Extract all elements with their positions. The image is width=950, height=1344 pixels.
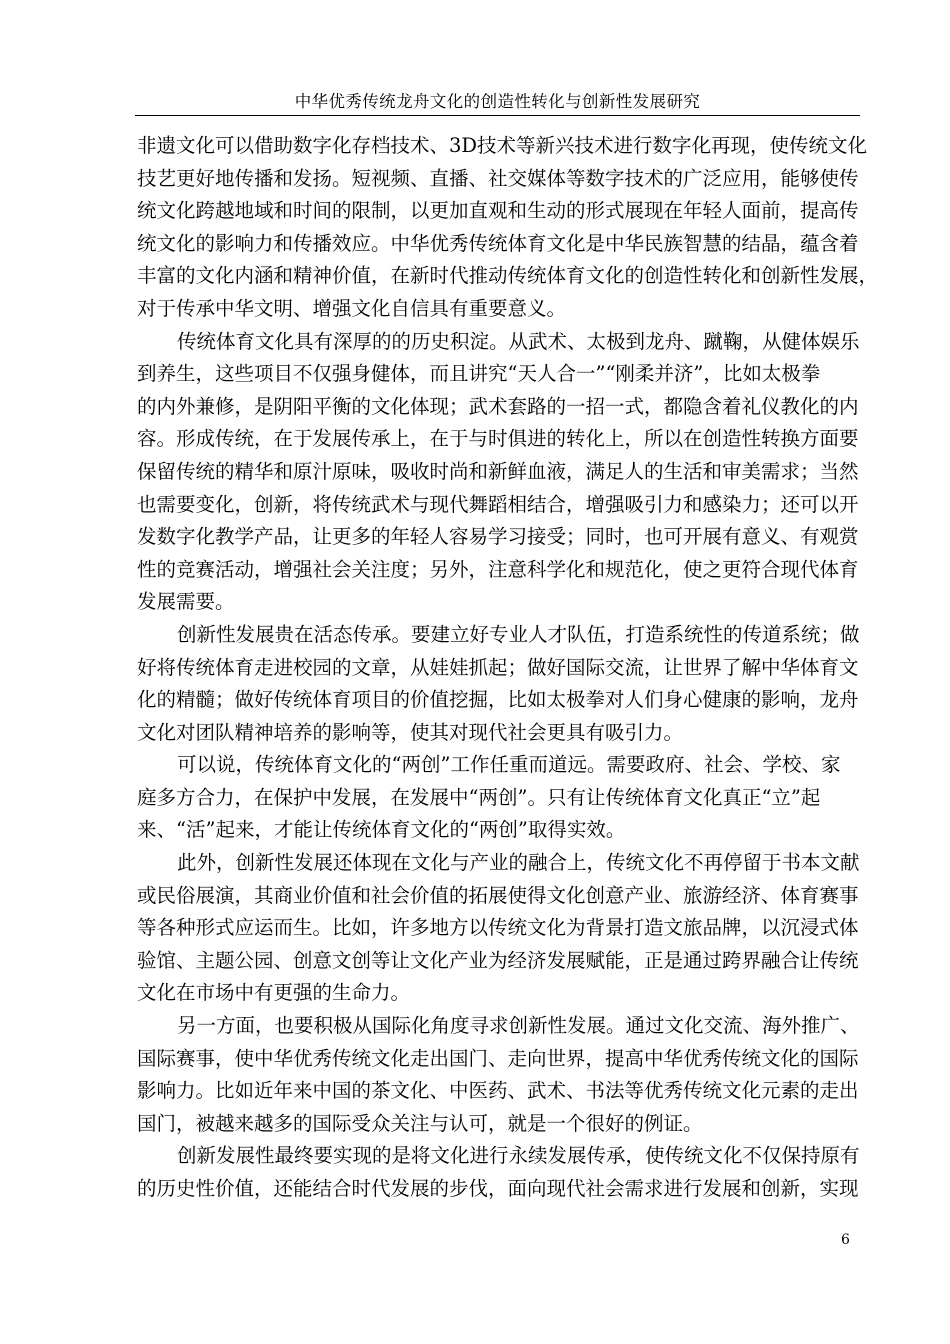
running-header <box>135 88 860 116</box>
body-text <box>137 130 879 1206</box>
text-line: 丰富的文化内涵和精神价值，在新时代推动传统体育文化的创造性转化和创新性发展， <box>137 264 879 288</box>
text-line: 文化对团队精神培养的影响等，使其对现代社会更具有吸引力。 <box>137 720 684 744</box>
paragraph <box>137 749 860 847</box>
text-line: 性的竞赛活动，增强社会关注度；另外，注意科学化和规范化，使之更符合现代体育 <box>137 557 859 581</box>
text-line: 非遗文化可以借助数字化存档技术、3D技术等新兴技术进行数字化再现，使传统文化 <box>137 134 868 157</box>
paragraph <box>137 326 860 619</box>
text-line: 庭多方合力，在保护中发展，在发展中“两创”。只有让传统体育文化真正“立”起 <box>137 785 821 809</box>
paragraph <box>137 1010 860 1140</box>
text-line: 统文化的影响力和传播效应。中华优秀传统体育文化是中华民族智慧的结晶，蕴含着 <box>137 231 859 255</box>
text-line: 国门，被越来越多的国际受众关注与认可，就是一个很好的例证。 <box>137 1111 703 1135</box>
text-line: 统文化跨越地域和时间的限制，以更加直观和生动的形式展现在年轻人面前，提高传 <box>137 199 859 223</box>
text-line: 好将传统体育走进校园的文章，从娃娃抓起；做好国际交流，让世界了解中华体育文 <box>137 655 859 679</box>
text-line: 发展需要。 <box>137 590 235 614</box>
text-line: 来、“活”起来，才能让传统体育文化的“两创”取得实效。 <box>137 818 626 842</box>
text-line: 创新发展性最终要实现的是将文化进行永续发展传承，使传统文化不仅保持原有 <box>177 1144 860 1168</box>
text-line: 也需要变化，创新，将传统武术与现代舞蹈相结合，增强吸引力和感染力；还可以开 <box>137 492 859 516</box>
text-line: 的历史性价值，还能结合时代发展的步伐，面向现代社会需求进行发展和创新，实现 <box>137 1177 859 1200</box>
text-line: 等各种形式应运而生。比如，许多地方以传统文化为背景打造文旅品牌，以沉浸式体 <box>137 916 859 940</box>
text-line: 创新性发展贵在活态传承。要建立好专业人才队伍，打造系统性的传道系统；做 <box>177 622 860 646</box>
text-line: 另一方面，也要积极从国际化角度寻求创新性发展。通过文化交流、海外推广、 <box>177 1014 860 1038</box>
paragraph <box>137 847 860 1010</box>
text-line: 此外，创新性发展还体现在文化与产业的融合上，传统文化不再停留于书本文献 <box>177 851 860 875</box>
text-line: 容。形成传统，在于发展传承上，在于与时俱进的转化上，所以在创造性转换方面要 <box>137 427 859 451</box>
text-line: 文化在市场中有更强的生命力。 <box>137 981 411 1005</box>
text-line: 验馆、主题公园、创意文创等让文化产业为经济发展赋能，正是通过跨界融合让传统 <box>137 948 859 972</box>
text-line: 或民俗展演，其商业价值和社会价值的拓展使得文化创意产业、旅游经济、体育赛事 <box>137 883 859 907</box>
text-line: 发数字化教学产品，让更多的年轻人容易学习接受；同时，也可开展有意义、有观赏 <box>137 525 859 549</box>
page-number: 6 <box>841 1232 850 1248</box>
header-title: 中华优秀传统龙舟文化的创造性转化与创新性发展研究 <box>294 92 701 111</box>
text-line: 的内外兼修，是阴阳平衡的文化体现；武术套路的一招一式，都隐含着礼仪教化的内 <box>137 394 859 418</box>
text-line: 技艺更好地传播和发扬。短视频、直播、社交媒体等数字技术的广泛应用，能够使传 <box>137 166 859 190</box>
text-line: 对于传承中华文明、增强文化自信具有重要意义。 <box>137 296 567 320</box>
paragraph <box>137 619 860 749</box>
text-line: 到养生，这些项目不仅强身健体，而且讲究“天人合一”“刚柔并济”，比如太极拳 <box>137 362 821 386</box>
text-line: 可以说，传统体育文化的“两创”工作任重而道远。需要政府、社会、学校、家 <box>177 753 841 777</box>
text-line: 影响力。比如近年来中国的茶文化、中医药、武术、书法等优秀传统文化元素的走出 <box>137 1079 859 1103</box>
text-line: 化的精髓；做好传统体育项目的价值挖掘，比如太极拳对人们身心健康的影响，龙舟 <box>137 688 859 712</box>
text-line: 传统体育文化具有深厚的的历史积淀。从武术、太极到龙舟、蹴鞠，从健体娱乐 <box>177 329 860 353</box>
paragraph <box>137 130 879 326</box>
text-line: 国际赛事，使中华优秀传统文化走出国门、走向世界，提高中华优秀传统文化的国际 <box>137 1046 859 1070</box>
paragraph <box>137 1140 860 1205</box>
text-line: 保留传统的精华和原汁原味，吸收时尚和新鲜血液，满足人的生活和审美需求；当然 <box>137 459 859 483</box>
